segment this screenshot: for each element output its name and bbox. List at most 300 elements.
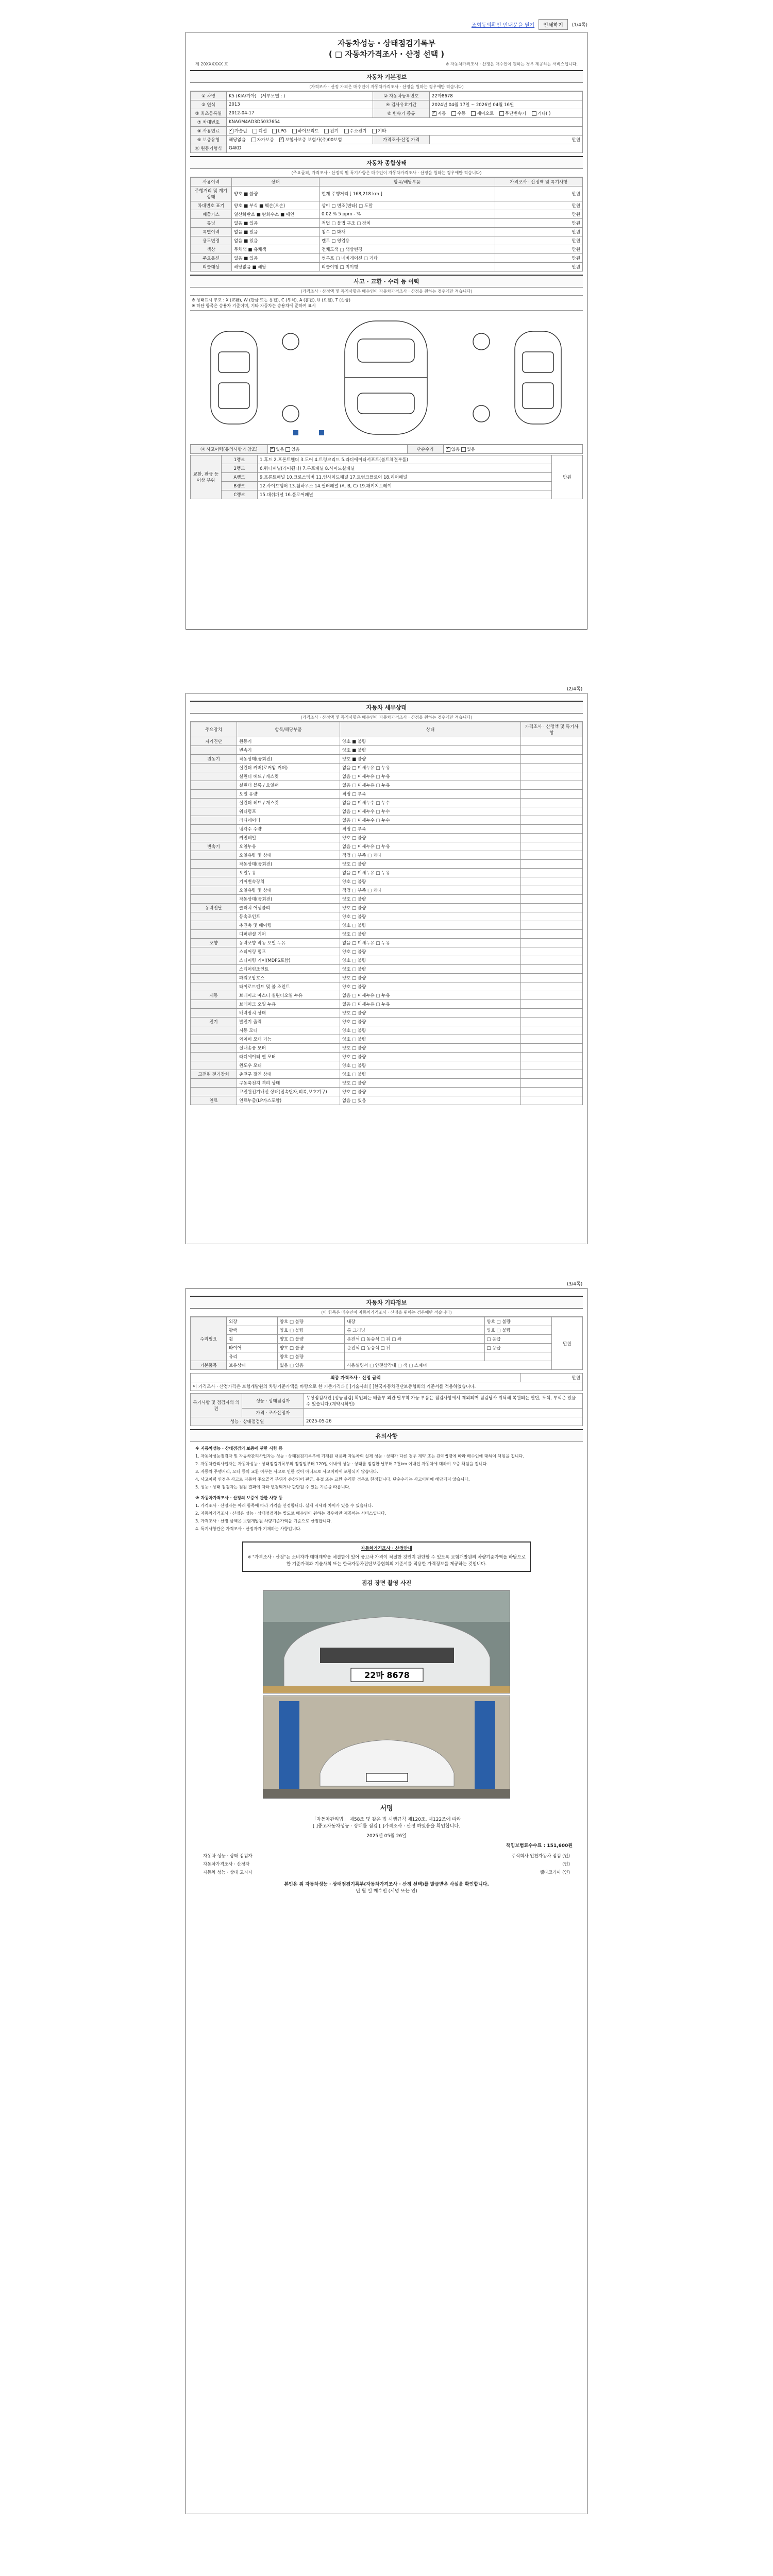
inspection-photo-front [263,1590,510,1693]
detail-item: 작동상태(공회전) [237,895,340,904]
table-row: 주행거리 및 계기상태 양호 ■ 불량 현재 주행거리 [ 168,218 km ] 만원 [191,187,583,201]
detail-item: 발전기 출력 [237,1018,340,1026]
table-row [191,991,583,1000]
transmission-other-checkbox[interactable] [532,111,536,116]
detail-state: 없음 □ 미세누유 □ 누유 [340,842,521,851]
detail-item: 오일 유량 [237,790,340,799]
table-row [191,1018,583,1026]
detail-group [191,851,237,860]
detail-note [521,834,583,842]
transmission-label: ⑥ 변속기 종류 [373,109,430,118]
detail-item: 스티어링조인트 [237,965,340,974]
detail-note [521,772,583,781]
detail-group [191,921,237,930]
detail-status-heading: 자동차 세부상태 [190,701,583,714]
table-row [191,772,583,781]
detail-note [521,755,583,764]
detail-item: 브레이크 마스터 실린더오일 누유 [237,991,340,1000]
table-row: 타이어 양호 □ 불량 운전석 □ 동승석 □ 뒤 □ 응급 [191,1344,583,1352]
simple-repair-answer: ✓ 없음 있음 [443,445,583,454]
detail-state: 없음 □ 미세누유 □ 누유 [340,1000,521,1009]
detail-item: 실린더 블록 / 오일팬 [237,781,340,790]
detail-group [191,1088,237,1096]
detail-group [191,947,237,956]
detail-state: 없음 □ 미세누수 □ 누수 [340,799,521,807]
detail-col-device: 주요장치 [191,722,237,737]
table-row [191,1044,583,1053]
signature-date: 2025년 05월 26일 [366,1834,407,1839]
detail-group [191,807,237,816]
detail-state: 양호 □ 불량 [340,1044,521,1053]
basic-info-note: (가격조사 · 산정 가격은 매수인이 자동차가격조사 · 산정을 원하는 경우에만 적습니다) [190,83,583,91]
detail-group [191,930,237,939]
detail-state: 양호 □ 불량 [340,974,521,982]
detail-note [521,1096,583,1105]
detail-state: 양호 ■ 불량 [340,746,521,755]
table-row [191,886,583,895]
model-value: K5 (KIA/기아) [229,94,257,99]
detail-item: 스티어링 기어(MDPS포함) [237,956,340,965]
signature-heading: 서명 [380,1805,393,1812]
detail-item: 클러치 어셈블리 [237,904,340,912]
detail-note [521,746,583,755]
detail-note [521,781,583,790]
year-value: 2013 [227,100,373,109]
other-info-heading: 자동차 기타정보 [190,1296,583,1309]
table-row: 배출가스 일산화탄소 ■ 탄화수소 ■ 매연 0.02 % 5 ppm - % 만원 [191,210,583,219]
accident-answer: ✓ 없음 있음 [268,445,408,454]
damage-marker [319,430,324,435]
detail-item: 작동상태(공회전) [237,860,340,869]
detail-state: 적정 □ 부족 [340,825,521,834]
detail-note [521,982,583,991]
final-price-table [190,1373,583,1391]
detail-group [191,1053,237,1061]
detail-group [191,895,237,904]
footer-confirm: 본인은 위 자동차성능 · 상태점검기록부(자동차가격조사 · 산정 선택)를 발급받은 사실을 확인합니다. [284,1882,489,1887]
detail-group [191,869,237,877]
detail-group [191,790,237,799]
detail-note [521,956,583,965]
warranty-insurance-checkbox[interactable] [279,138,284,142]
detail-state: 양호 □ 불량 [340,1079,521,1088]
table-row [191,755,583,764]
detail-state: 양호 □ 불량 [340,904,521,912]
table-row: 차대번호 표기 양호 ■ 부식 ■ 훼손(오손) 상이 □ 변조(변타) □ 도말 만원 [191,201,583,210]
table-row [191,781,583,790]
detail-note [521,1070,583,1079]
detail-group: 원동기 [191,755,237,764]
detail-item: 타이로드엔드 및 볼 조인트 [237,982,340,991]
detail-group [191,1009,237,1018]
table-row [191,816,583,825]
detail-item: 오일누유 [237,869,340,877]
detail-state: 없음 □ 미세누유 □ 누유 [340,764,521,772]
detail-state: 양호 □ 불량 [340,947,521,956]
detail-group [191,956,237,965]
detail-group [191,1026,237,1035]
status-col-note: 가격조사 · 산정액 및 특기사항 [495,178,583,187]
table-row [191,895,583,904]
table-row [191,912,583,921]
exchange-parts-table: 교환, 판금 등 이상 부위 1랭크 1.후드 2.프론트휀더 3.도어 4.트렁크리드 5.라디에이터서포트(볼트체결부품) 만원 2랭크 6.쿼터패널(리어휀더) 7.루프패널 8.사이드실패널 A랭크 9.프론트패널 10.크로스멤버 11.인사이드패널 17.트렁크플로어 18.리어패널 B랭크 12.사이드멤버 13.휠하우스 14.필러패널 (A, B, C) 19.패키지트레이 C랭크 15.대쉬패널 16.플로어패널 [190,455,583,499]
detail-item: 동력조향 작동 오일 누유 [237,939,340,947]
table-row [191,904,583,912]
record-page-3 [186,1288,587,2514]
engine-type-value: G4KD [227,144,583,153]
detail-item: 실린더 커버(로커암 커버) [237,764,340,772]
detail-item: 실린더 헤드 / 개스킷 [237,799,340,807]
registration-value: 22마8678 [430,92,583,100]
detail-group [191,877,237,886]
table-row [191,807,583,816]
engine-type-label: ⑪ 원동기형식 [191,144,227,153]
overall-status-table [190,177,583,272]
detail-note [521,930,583,939]
detail-state: 양호 □ 불량 [340,956,521,965]
detail-state: 양호 □ 불량 [340,1070,521,1079]
accident-legend: ※ 상태표시 부호 : X (교환), W (판금 또는 용접), C (부식), A (흠집), U (요철), T (손상) ※ 하단 항목은 승용차 기준이며, 기타 자동차는 승용차에 준하여 표시 [190,296,583,311]
detail-state: 양호 ■ 불량 [340,755,521,764]
detail-note [521,965,583,974]
final-price-note: 이 가격조사 · 산정가격은 보험개발원의 차량기준가액을 바탕으로 한 기준가격과 [ ]기술사회 [ ]한국자동차진단보증협회의 기준서를 적용하였습니다. [191,1382,583,1391]
table-row [191,974,583,982]
detail-item: 파워고압호스 [237,974,340,982]
overall-status-note: (주요골격, 가격조사 · 산정액 및 특기사항은 매수인이 자동차가격조사 · 산정을 원하는 경우에만 적습니다) [190,169,583,177]
detail-group: 자기진단 [191,737,237,746]
detail-item: 원동기 [237,737,340,746]
record-page-1 [186,32,587,630]
notice-heading: 유의사항 [190,1429,583,1442]
detail-note [521,825,583,834]
table-row [191,825,583,834]
table-row: 유리 양호 □ 불량 [191,1352,583,1361]
detail-item: 시동 모터 [237,1026,340,1035]
signature-law-2: [ ]중고자동차성능 · 상태를 점검 [ ]가격조사 · 산정 하였음을 확인합니다. [313,1824,460,1829]
detail-item: 오일누유 [237,842,340,851]
detail-group [191,825,237,834]
detail-state: 양호 □ 불량 [340,921,521,930]
appraiser-table: 특기사항 및 점검자의 의견 성능 · 상태점검자 무상점검사인 [성능점검] 확인되는 배출부 외관 탈부착 가능 부품은 점검사항에서 제외되며 점검당사 위탁해 복원되는 판단, 도색, 부식은 있을 수 있습니다.(계약시확인) 가격 · 조사산정자 성능 · 상태점검일 2025-05-26 [190,1393,583,1426]
detail-note [521,799,583,807]
detail-group: 동력전달 [191,904,237,912]
detail-item: 오일유량 및 상태 [237,886,340,895]
detail-item: 고전원전기배선 상태(접속단자,피복,보호기구) [237,1088,340,1096]
detail-status-note: (가격조사 · 산정액 및 특기사항은 매수인이 자동차가격조사 · 산정을 원하는 경우에만 적습니다) [190,714,583,722]
detail-item: 브레이크 오일 누유 [237,1000,340,1009]
detail-state: 양호 □ 불량 [340,912,521,921]
detail-group [191,816,237,825]
detail-state: 양호 □ 불량 [340,834,521,842]
detail-state: 양호 □ 불량 [340,1009,521,1018]
table-row [191,1000,583,1009]
detail-status-table [190,722,583,1105]
detail-state: 양호 ■ 불량 [340,737,521,746]
detail-item: 오일유량 및 상태 [237,851,340,860]
detail-group [191,1061,237,1070]
fuel-label: ⑧ 사용연료 [191,127,227,135]
detail-note [521,869,583,877]
detail-state: 양호 □ 불량 [340,1088,521,1096]
detail-item: 등속조인트 [237,912,340,921]
detail-state: 양호 □ 불량 [340,1026,521,1035]
detail-group: 제동 [191,991,237,1000]
detail-col-note: 가격조사 · 산정액 및 특기사항 [521,722,583,737]
detail-note [521,912,583,921]
detail-item: 작동상태(공회전) [237,755,340,764]
detail-group [191,886,237,895]
detail-note [521,1000,583,1009]
privacy-notice-link[interactable]: 조회동의확인 안내문을 열기 [471,22,535,28]
table-row [191,1026,583,1035]
detail-note [521,1035,583,1044]
table-row [191,877,583,886]
detail-note [521,877,583,886]
detail-note [521,1079,583,1088]
vin-label: ⑦ 차대번호 [191,118,227,127]
detail-state: 없음 □ 미세누수 □ 누수 [340,807,521,816]
detail-state: 없음 □ 미세누유 □ 누유 [340,772,521,781]
detail-note [521,921,583,930]
document-subtitle: ( □ 자동차가격조사 · 산정 선택 ) [328,49,445,59]
table-row [191,860,583,869]
detail-note [521,860,583,869]
detail-group: 전기 [191,1018,237,1026]
detail-item: 스티어링 펌프 [237,947,340,956]
table-row [191,746,583,755]
detail-group [191,1035,237,1044]
final-price-title: 최종 가격조사 · 산정 금액 [191,1374,521,1382]
table-row [191,737,583,746]
detail-item: 배력장치 상태 [237,1009,340,1018]
detail-group: 조향 [191,939,237,947]
table-row: 용도변경 없음 ■ 있음 렌트 □ 영업용 만원 [191,236,583,245]
fuel-diesel-checkbox[interactable] [253,129,257,133]
transmission-manual-checkbox[interactable] [451,111,456,116]
detail-note [521,851,583,860]
detail-note [521,886,583,895]
table-row [191,764,583,772]
detail-group [191,1044,237,1053]
year-label: ③ 연식 [191,100,227,109]
other-info-note: (이 항목은 매수인이 자동차가격조사 · 산정을 원하는 경우에만 적습니다) [190,1309,583,1317]
table-row [191,1070,583,1079]
inspection-date: 2025-05-26 [304,1417,583,1426]
table-row [191,851,583,860]
detail-item: 라디에이터 팬 모터 [237,1053,340,1061]
detail-group [191,746,237,755]
detail-group [191,965,237,974]
detail-state: 적정 □ 부족 □ 과다 [340,851,521,860]
warranty-options: 해당없음 자가보증 ✓ 보험사보증 보험사(주)00보험 [227,135,373,144]
table-row: 기본품목 보유상태 없음 □ 있음 사용설명서 □ 안전삼각대 □ 잭 □ 스패너 [191,1361,583,1370]
warranty-label: ⑨ 보증유형 [191,135,227,144]
table-row: 주요옵션 없음 ■ 있음 썬루프 □ 네비게이션 □ 기타 만원 [191,254,583,263]
inspection-valid-label: ④ 검사유효기간 [373,100,430,109]
status-col-state: 상태 [232,178,320,187]
detail-group [191,772,237,781]
transmission-cvt-checkbox[interactable] [499,111,504,116]
table-row [191,834,583,842]
detail-group [191,764,237,772]
table-row: 특별이력 없음 ■ 있음 침수 □ 화재 만원 [191,228,583,236]
detail-note [521,1061,583,1070]
detail-state: 양호 □ 불량 [340,1018,521,1026]
detail-note [521,1053,583,1061]
detail-state: 적정 □ 부족 [340,790,521,799]
detail-item: 실린더 헤드 / 개스킷 [237,772,340,781]
detail-note [521,1044,583,1053]
detail-item: 워터펌프 [237,807,340,816]
detail-note [521,939,583,947]
detail-group [191,781,237,790]
inspection-valid-value: 2024년 04월 17일 ~ 2026년 04월 16일 [430,100,583,109]
model-label: ① 차명 [191,92,227,100]
detail-state: 없음 □ 미세누유 □ 누유 [340,781,521,790]
detail-item: 충전구 절연 상태 [237,1070,340,1079]
detail-state: 양호 □ 불량 [340,1061,521,1070]
detail-item: 실내송풍 모터 [237,1044,340,1053]
table-row: 색상 무채색 ■ 유채색 전체도색 □ 색상변경 만원 [191,245,583,254]
table-row [191,947,583,956]
table-row [191,1088,583,1096]
accident-history-heading: 사고 · 교환 · 수리 등 이력 [190,275,583,287]
table-row [191,1053,583,1061]
table-row [191,790,583,799]
detail-item: 기어변속장치 [237,877,340,886]
detail-note [521,904,583,912]
detail-note [521,895,583,904]
table-row: 튜닝 없음 ■ 있음 적법 □ 불법 구조 □ 장치 만원 [191,219,583,228]
fee-label: 책임보험료수수료 : 151,600원 [506,1843,573,1849]
detail-note [521,790,583,799]
detail-state: 양호 □ 불량 [340,860,521,869]
detail-state: 양호 □ 불량 [340,965,521,974]
document-meta-note: ※ 자동차가격조사 · 산정은 매수인이 원하는 경우 제공하는 서비스입니다. [445,62,578,66]
first-registration-label: ⑤ 최초등록일 [191,109,227,118]
notice-section: ※ 자동차성능 · 상태점검의 보증에 관한 사항 등 1. 자동차성능점검자 및 자동차관리사업자는 성능 · 상태점검기록부에 기재된 내용과 자동차의 실제 성능 · 상태가 다른 경우 계약 또는 관계법령에 따라 매수인에 대하여 책임을 집니다. 2. 자동차관리사업자는 자동차성능 · 상태점검기록부의 점검일부터 120일 이내에 성능 · 상태를 점검한 날부터 2천km 이내인 자동차에 대하여 보증 책임을 집니다. 3. 자동차 주행거리, 모터 등의 교환 여부는 사고로 인한 것이 아니므로 사고이력에 포함되지 않습니다. 4. 사고이력 인정은 사고로 자동차 주요골격 부위가 손상되어 판금, 용접 또는 교환 수리한 경우로 한정합니다. 단순수리는 사고이력에 해당되지 않습니다. 5. 성능 · 상태 점검자는 점검 결과에 따라 변경되거나 판단될 수 있는 기준을 따릅니다. ※ 자동차가격조사 · 산정의 보증에 관한 사항 등 1. 가격조사 · 산정자는 아래 항목에 따라 가격을 산정합니다. 실제 시세와 차이가 있을 수 있습니다. 2. 자동차가격조사 · 산정은 성능 · 상태점검과는 별도로 매수인이 원하는 경우에만 제공하는 서비스입니다. 3. 가격조사 · 산정 금액은 보험개발원 차량기준가액을 기준으로 산정합니다. 4. 특기사항란은 가격조사 · 산정자가 기재하는 사항입니다. [195,1446,524,1531]
detail-item: 와이퍼 모터 기능 [237,1035,340,1044]
fuel-electric-checkbox[interactable] [324,129,329,133]
detail-group [191,974,237,982]
fuel-other-checkbox[interactable] [372,129,377,133]
detail-item: 변속기 [237,746,340,755]
transmission-auto-checkbox[interactable] [432,111,436,116]
detail-group: 변속기 [191,842,237,851]
basic-info-table [190,91,583,153]
document-number: 제 20XXXXXX 호 [195,62,228,66]
detail-item: 냉각수 수량 [237,825,340,834]
table-row: 휠 양호 □ 불량 운전석 □ 동승석 □ 뒤 □ 좌 □ 응급 [191,1335,583,1344]
detail-group [191,912,237,921]
table-row [191,939,583,947]
fuel-lpg-checkbox[interactable] [272,129,277,133]
detail-item: 윈도우 모터 [237,1061,340,1070]
detail-col-state: 상태 [340,722,521,737]
detail-state: 없음 □ 미세누유 □ 누유 [340,939,521,947]
record-page-2 [186,693,587,1244]
table-row [191,1035,583,1044]
detail-note [521,764,583,772]
detail-group: 고전원 전기장치 [191,1070,237,1079]
accident-summary-table: ⑭ 사고이력(유의사항 4 참조) ✓ 없음 있음 단순수리 ✓ 없음 있음 [190,445,583,454]
detail-note [521,1018,583,1026]
page-number-2: (2/4쪽) [567,687,583,692]
status-col-item: 항목/해당부품 [320,178,495,187]
detail-state: 적정 □ 부족 □ 과다 [340,886,521,895]
detail-note [521,1009,583,1018]
model-detail: (세부모델 : ) [260,94,285,99]
table-row [191,982,583,991]
table-row [191,921,583,930]
table-row: 수리필요 외장 양호 □ 불량 내장 양호 □ 불량 만원 [191,1317,583,1326]
detail-state: 없음 □ 미세누유 □ 누유 [340,991,521,1000]
fuel-gasoline-checkbox[interactable] [229,129,233,133]
detail-state: 없음 □ 있음 [340,1096,521,1105]
table-row [191,1009,583,1018]
detail-note [521,842,583,851]
detail-item: 구동축전지 격리 상태 [237,1079,340,1088]
fuel-options: ✓ 가솔린 디젤 LPG 하이브리드 전기 수소전기 기타 [227,127,583,135]
detail-group [191,1000,237,1009]
table-row [191,1061,583,1070]
footer-sign-line: 년 월 일 매수인 (서명 또는 인) [356,1889,417,1894]
table-row: 광택 양호 □ 불량 룸 크리닝 양호 □ 불량 [191,1326,583,1335]
inspection-photo-lift [263,1696,510,1799]
detail-group [191,834,237,842]
registration-label: ② 자동차등록번호 [373,92,430,100]
overall-status-heading: 자동차 종합상태 [190,156,583,169]
transmission-semi-checkbox[interactable] [471,111,476,116]
detail-item: 연료누출(LP가스포함) [237,1096,340,1105]
document-meta [190,61,583,67]
table-row: 리콜대상 해당없음 ■ 해당 리콜이행 □ 미이행 만원 [191,263,583,272]
detail-col-item: 항목/해당부품 [237,722,340,737]
detail-state: 없음 □ 미세누수 □ 누수 [340,816,521,825]
detail-group [191,860,237,869]
table-row [191,869,583,877]
detail-item: 추진축 및 베어링 [237,921,340,930]
car-outline-diagram [190,311,582,445]
detail-state: 양호 □ 불량 [340,895,521,904]
signer-table: 자동차 성능 · 상태 점검자 주식회사 인천자동차 점검 (인) 자동차가격조사 · 산정자 (인) 자동차 성능 · 상태 고지자 웹다코리아 (인) [203,1854,570,1875]
document-title: 자동차성능 · 상태점검기록부 [337,39,436,48]
table-row [191,965,583,974]
detail-note [521,816,583,825]
detail-note [521,737,583,746]
detail-state: 양호 □ 불량 [340,1035,521,1044]
detail-state: 없음 □ 미세누유 □ 누유 [340,869,521,877]
final-price-unit: 만원 [521,1374,583,1382]
table-row [191,799,583,807]
print-button[interactable]: 인쇄하기 [539,19,568,30]
basic-info-heading: 자동차 기본정보 [190,70,583,83]
vin-value: KNAGM4AD3D5037654 [227,118,583,127]
warranty-self-checkbox[interactable] [251,138,256,142]
price-label: 가격조사·산정 가격 [373,135,430,144]
signature-law: 「자동차관리법」 제58조 및 같은 법 시행규칙 제120조, 제122조에 따라 [312,1817,461,1822]
damage-marker [293,430,298,435]
car-damage-diagram [190,311,583,445]
plate-number: 22마 8678 [364,1670,410,1680]
detail-state: 양호 □ 불량 [340,982,521,991]
photo-heading: 점검 장면 촬영 사진 [361,1580,412,1586]
detail-group: 연료 [191,1096,237,1105]
fuel-hydrogen-checkbox[interactable] [344,129,349,133]
fuel-hybrid-checkbox[interactable] [292,129,297,133]
transmission-options: ✓ 자동 수동 세미오토 무단변속기 기타( ) [430,109,583,118]
detail-item: 라디에이터 [237,816,340,825]
